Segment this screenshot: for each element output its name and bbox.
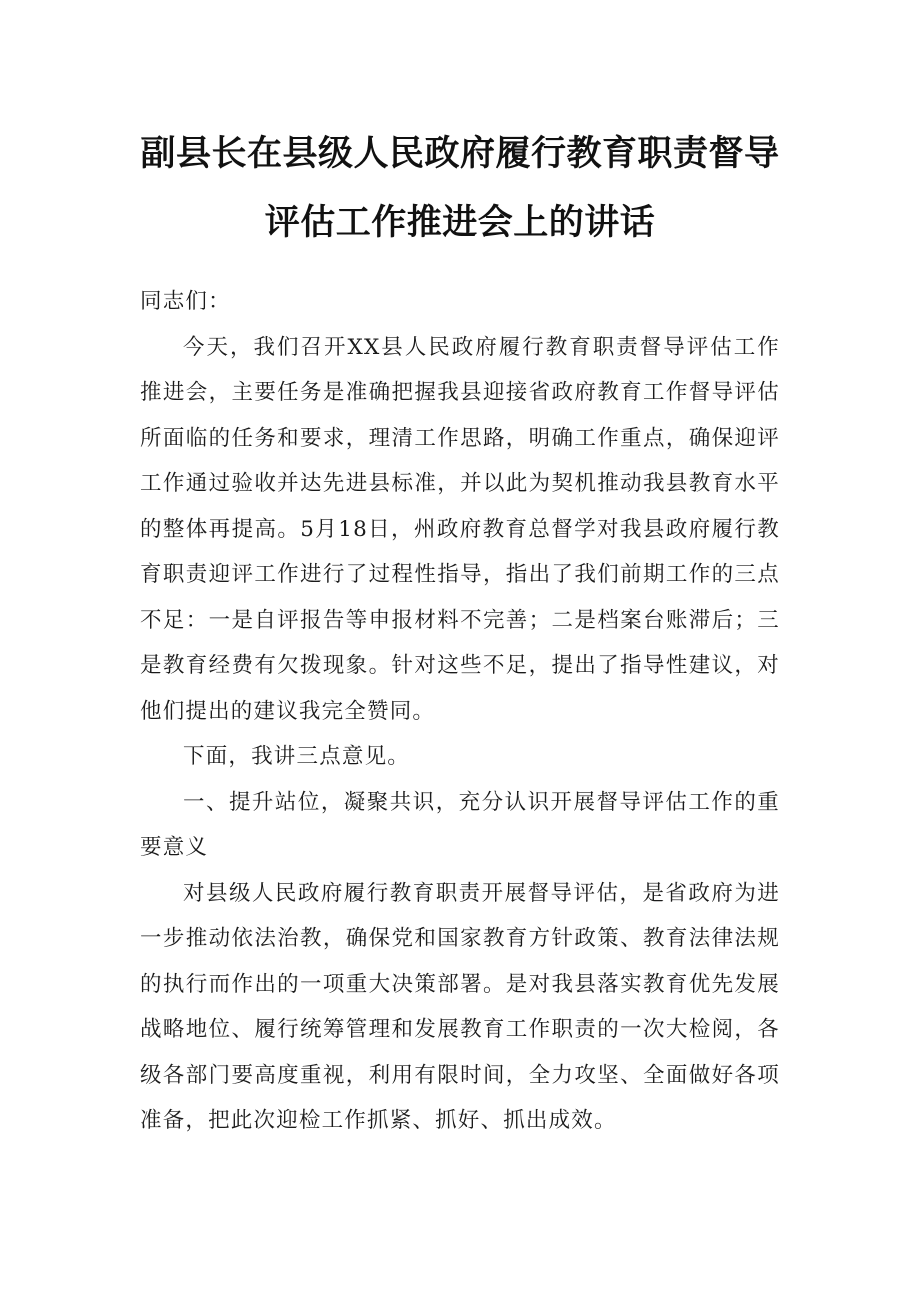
paragraph-opening: 今天，我们召开XX县人民政府履行教育职责督导评估工作推进会，主要任务是准确把握我县迎接省政府教育工作督导评估所面临的任务和要求，理清工作思路，明确工作重点，确保迎评工作通过验收并达先进县标准，并以此为契机推动我县教育水平的整体再提高。5月18日，州政府教育总督学对我县政府履行教育职责迎评工作进行了过程性指导，指出了我们前期工作的三点不足：一是自评报告等申报材料不完善；二是档案台账滞后；三是教育经费有欠拨现象。针对这些不足，提出了指导性建议，对他们提出的建议我完全赞同。 — [140, 334, 780, 724]
document-title-line-2: 评估工作推进会上的讲话 — [264, 203, 656, 243]
document-body — [140, 279, 780, 1144]
paragraph-transition: 下面，我讲三点意见。 — [183, 744, 411, 769]
paragraph-section-1: 对县级人民政府履行教育职责开展督导评估，是省政府为进一步推动依法治教，确保党和国家教育方针政策、教育法律法规的执行而作出的一项重大决策部署。是对我县落实教育优先发展战略地位、履行统筹管理和发展教育工作职责的一次大检阅，各级各部门要高度重视，利用有限时间，全力攻坚、全面做好各项准备，把此次迎检工作抓紧、抓好、抓出成效。 — [140, 880, 780, 1133]
document-title-line-1: 副县长在县级人民政府履行教育职责督导 — [140, 134, 780, 174]
salutation: 同志们： — [140, 289, 231, 314]
section-heading-1: 一、提升站位，凝聚共识，充分认识开展督导评估工作的重要意义 — [140, 789, 780, 860]
